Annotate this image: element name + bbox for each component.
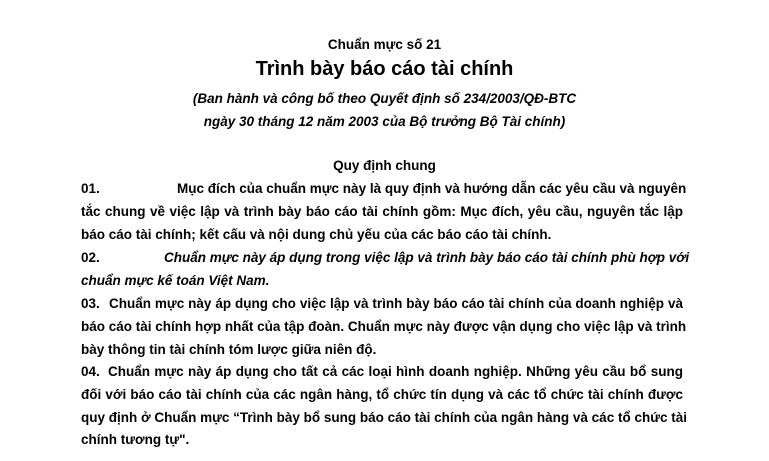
paragraph-02-line-2: chuẩn mực kế toán Việt Nam. [81, 273, 270, 288]
paragraph-01-line-2: tắc chung về việc lập và trình bày báo cáo tài chính gồm: Mục đích, yêu cầu, nguyên tắc lập [81, 204, 683, 219]
document-title: Trình bày báo cáo tài chính [255, 58, 514, 80]
issued-note-line-1: (Ban hành và công bố theo Quyết định số 234/2003/QĐ-BTC [192, 91, 577, 106]
paragraph-03-line-1 [81, 294, 683, 314]
paragraph-text: Chuẩn mực này áp dụng cho tất cả các loại hình doanh nghiệp. Những yêu cầu bổ sung [108, 364, 683, 379]
paragraph-text: Chuẩn mực này áp dụng trong việc lập và trình bày báo cáo tài chính phù hợp với [164, 250, 690, 265]
paragraph-01-line-3: báo cáo tài chính; kết cấu và nội dung chủ yếu của các báo cáo tài chính. [81, 227, 552, 242]
standard-number: Chuẩn mực số 21 [327, 37, 442, 52]
paragraph-04-line-4: chính tương tự". [81, 432, 190, 447]
paragraph-04-line-1 [81, 362, 683, 382]
paragraph-text: Mục đích của chuẩn mực này là quy định và hướng dẫn các yêu cầu và nguyên [177, 181, 687, 196]
paragraph-text: Chuẩn mực này áp dụng cho việc lập và trình bày báo cáo tài chính của doanh nghiệp và [109, 296, 683, 311]
paragraph-number: 04. [81, 364, 100, 379]
paragraph-number: 01. [81, 181, 100, 196]
paragraph-02-line-1 [81, 248, 690, 268]
section-heading: Quy định chung [333, 158, 436, 173]
paragraph-03-line-3: bày thông tin tài chính tóm lược giữa niên độ. [81, 342, 377, 357]
issued-note-line-2: ngày 30 tháng 12 năm 2003 của Bộ trưởng Bộ Tài chính) [203, 114, 566, 129]
paragraph-number: 02. [81, 250, 100, 265]
paragraph-number: 03. [81, 296, 100, 311]
paragraph-03-line-2: báo cáo tài chính hợp nhất của tập đoàn. Chuẩn mực này được vận dụng cho việc lập và trình [81, 319, 687, 334]
paragraph-04-line-2: đối với báo cáo tài chính của các ngân hàng, tổ chức tín dụng và các tổ chức tài chính được [81, 387, 683, 402]
paragraph-01-line-1 [81, 179, 687, 199]
paragraph-04-line-3: quy định ở Chuẩn mực “Trình bày bổ sung báo cáo tài chính của ngân hàng và các tổ chức tài [81, 410, 687, 425]
